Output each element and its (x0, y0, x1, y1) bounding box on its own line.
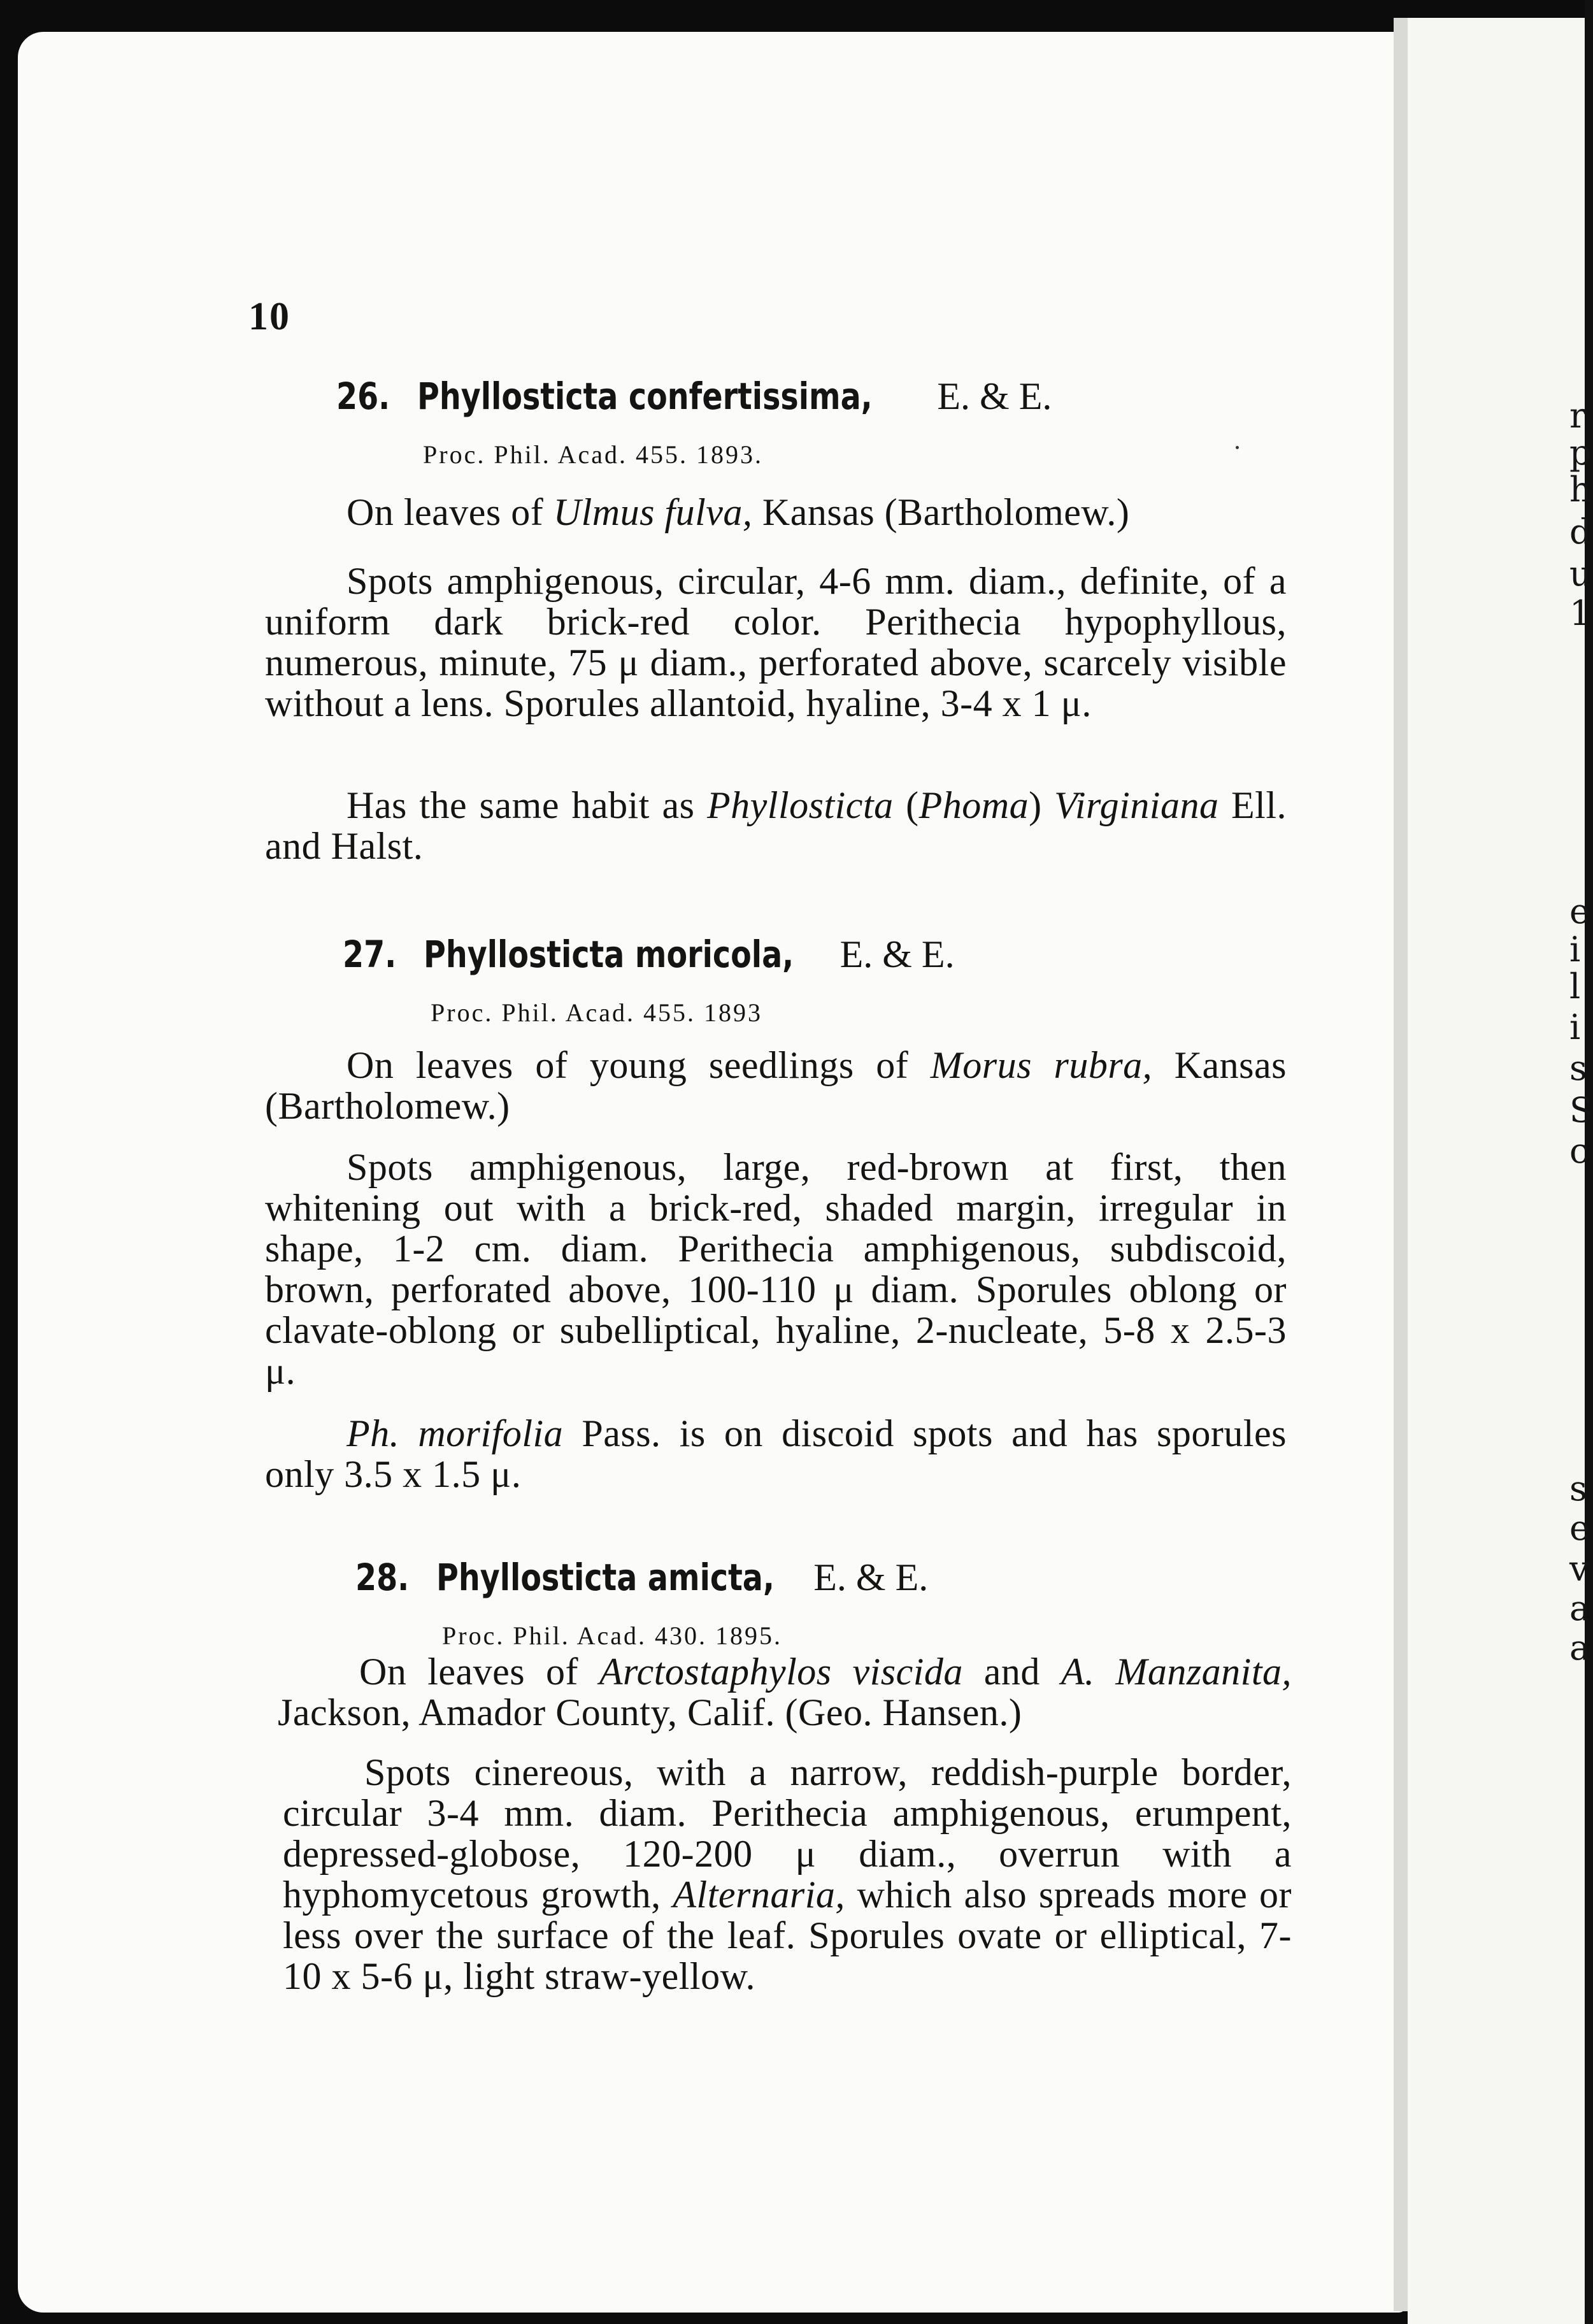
citation: Proc. Phil. Acad. 455. 1893 (431, 998, 762, 1027)
facing-page-fragment: i (1569, 929, 1581, 970)
entry-number: 27. (343, 933, 397, 976)
note-prefix: Has the same habit as (346, 784, 695, 826)
species-name: Phyllosticta amicta, (436, 1556, 775, 1599)
host-species: Ulmus fulva, (553, 491, 753, 533)
facing-page-fragment: d (1569, 512, 1592, 552)
synonym-italic: Ph. morifolia (346, 1412, 564, 1454)
entry-number: 26. (336, 375, 390, 418)
facing-page-fragment: e (1569, 891, 1590, 931)
entry-number: 28. (355, 1556, 410, 1599)
facing-page-fragment: s (1569, 1048, 1587, 1088)
facing-page-fragment: S (1569, 1090, 1593, 1130)
facing-page-fragment: p (1569, 433, 1592, 473)
entry-heading (355, 1556, 928, 1600)
facing-page-fragment: e (1569, 1508, 1590, 1548)
host-prefix: On leaves of (346, 491, 544, 533)
host-prefix: On leaves of (359, 1651, 578, 1693)
entry-authors: E. & E. (813, 1556, 929, 1598)
note-paragraph: Has the same habit as Phyllosticta (Phoma) Virginiana Ell. and Halst. (265, 784, 1287, 867)
host-locality: Kansas (Bartholomew.) (265, 1044, 1287, 1127)
facing-page-fragment: s (1569, 1468, 1587, 1509)
description-prefix: Spots cinereous, with a narrow, reddish-purple border, circular 3-4 mm. diam. Perithecia amphigenous, erumpent, depressed-globose, 120-200 μ diam., overrun with a hyphomycetous growth, (283, 1751, 1292, 1916)
speck (1236, 446, 1239, 449)
facing-page-fragment: u (1569, 554, 1592, 594)
facing-page-fragment: a (1569, 1588, 1590, 1628)
description-paragraph (265, 561, 1287, 724)
host-locality: Kansas (Bartholomew.) (762, 491, 1130, 533)
description-paragraph (283, 1752, 1292, 1997)
species-name: Phyllosticta moricola, (424, 933, 794, 976)
page-gutter-edge (1394, 18, 1408, 2311)
book-page (18, 32, 1406, 2313)
facing-page-edge (1408, 18, 1593, 2324)
species-name: Phyllosticta confertissima, (417, 375, 873, 418)
entry-heading (336, 375, 1052, 419)
facing-page-fragment: a (1569, 1628, 1590, 1668)
host-paragraph (265, 1045, 1287, 1126)
entry-authors: E. & E. (937, 375, 1052, 417)
host-prefix: On leaves of young seedlings of (346, 1044, 909, 1086)
genus-italic: Alternaria, (673, 1874, 845, 1916)
note-paragraph (265, 1413, 1287, 1495)
host-paragraph (265, 492, 1287, 533)
host-conjunction: and (983, 1651, 1040, 1693)
citation: Proc. Phil. Acad. 455. 1893. (423, 440, 763, 469)
description-text: Spots amphigenous, large, red-brown at first, then whitening out with a brick-red, shaded margin, irregular in shape, 1-2 cm. diam. Perithecia amphigenous, subdiscoid, brown, perforated above, 100-110 μ diam. Sporules oblong or clavate-oblong or subelliptical, hyaline, 2-nucleate, 5-8 x 2.5-3 μ. (265, 1146, 1287, 1392)
note-suffix: Pass. is on discoid spots and has sporules only 3.5 x 1.5 μ. (265, 1412, 1287, 1495)
host-species: Morus rubra, (930, 1044, 1153, 1086)
page-content (18, 32, 1406, 2313)
facing-page-fragment: h (1569, 470, 1592, 510)
entry-authors: E. & E. (839, 933, 955, 975)
description-suffix: which also spreads more or less over the surface of the leaf. Sporules ovate or elliptical, 7-10 x 5-6 μ, light straw-yellow. (283, 1874, 1292, 1997)
facing-page-fragment: v (1569, 1549, 1589, 1589)
citation: Proc. Phil. Acad. 430. 1895. (442, 1621, 782, 1650)
entry-heading (343, 933, 955, 977)
facing-page-fragment: i (1569, 1007, 1581, 1047)
note-suffix: Ell. and Halst. (265, 784, 1287, 867)
host-species-2: A. Manzanita, (1061, 1651, 1292, 1693)
description-text: Spots amphigenous, circular, 4-6 mm. diam., definite, of a uniform dark brick-red color. Perithecia hypophyllous, numerous, minute, 75 μ diam., perforated above, scarcely visible without a lens. Sporules allantoid, hyaline, 3-4 x 1 μ. (265, 560, 1287, 724)
host-locality: Jackson, Amador County, Calif. (Geo. Hansen.) (278, 1691, 1022, 1733)
facing-page-fragment: c (1569, 1131, 1589, 1171)
description-paragraph (265, 1147, 1287, 1391)
genus-italic: Phyllosticta (707, 784, 894, 826)
host-paragraph (278, 1651, 1292, 1733)
facing-page-fragment: 1 (1569, 593, 1592, 633)
host-species: Arctostaphylos viscida (599, 1651, 963, 1693)
facing-page-fragment: r (1569, 396, 1586, 436)
facing-page-fragment: l (1569, 966, 1581, 1007)
subgenus-italic: Phoma (918, 784, 1029, 826)
page-number: 10 (248, 295, 290, 338)
species-epithet-italic: Virginiana (1054, 784, 1219, 826)
